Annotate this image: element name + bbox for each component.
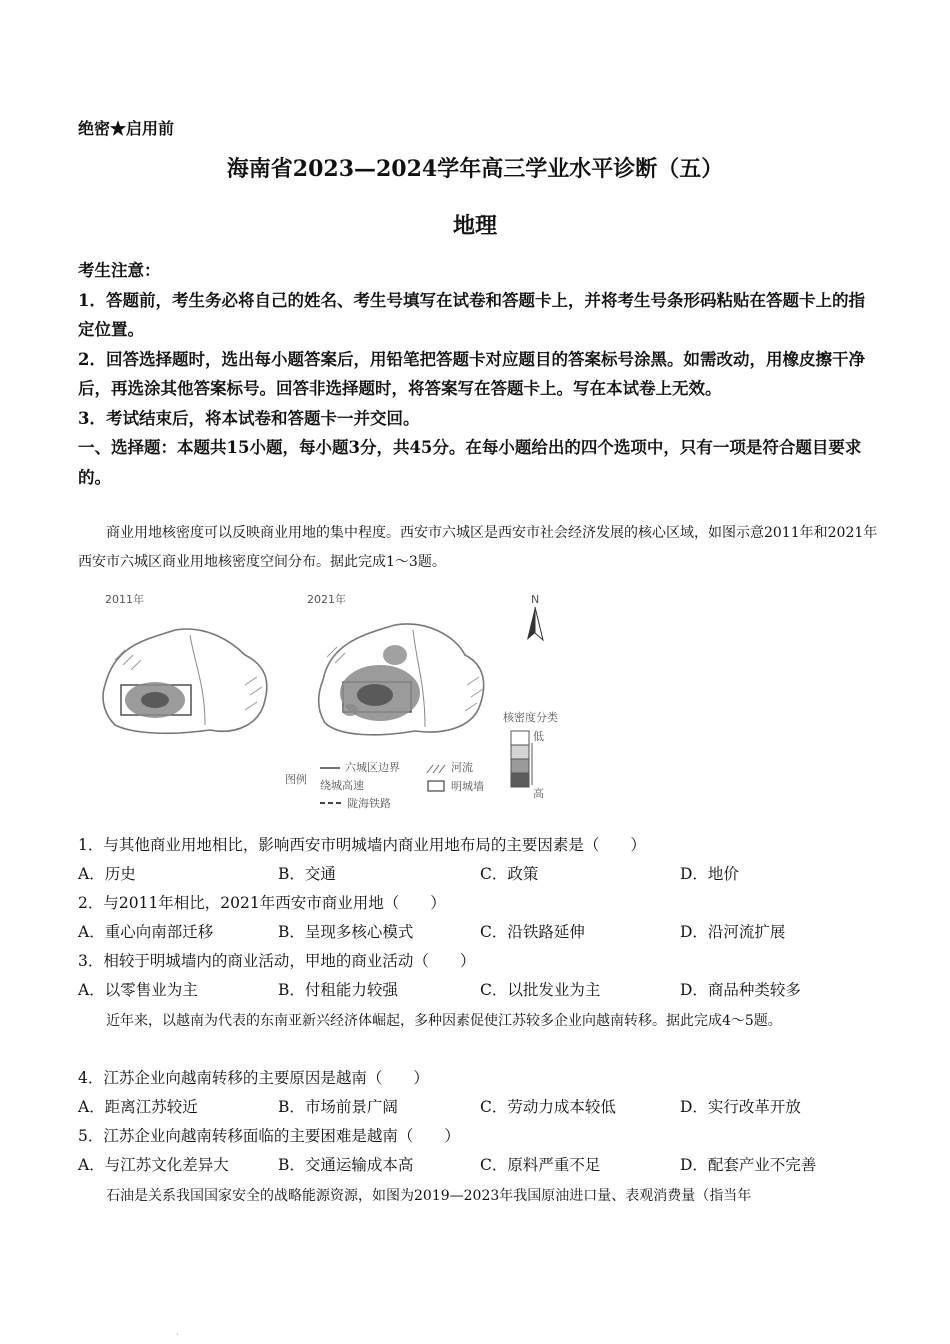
option-d: D．实行改革开放 [680, 1098, 801, 1116]
option-c: C．以批发业为主 [480, 981, 601, 999]
density-peak-2011 [141, 692, 169, 708]
option-a: A．与江苏文化差异大 [78, 1156, 229, 1174]
exam-title: 海南省2023—2024学年高三学业水平诊断（五） [226, 156, 724, 182]
density-swatch [511, 745, 529, 759]
legend-river-icon [427, 765, 445, 773]
page-footer-mark: · [176, 1330, 179, 1339]
district-line [190, 635, 205, 725]
option-b: B．市场前景广阔 [278, 1098, 398, 1116]
option-a: A．历史 [78, 865, 136, 883]
north-label: N [531, 593, 540, 606]
density-peak-2021 [357, 684, 393, 706]
option-c: C．劳动力成本较低 [480, 1098, 616, 1116]
density-map-figure [95, 585, 585, 810]
passage-3 [78, 1182, 878, 1211]
legend-item: 六城区边界 [345, 761, 400, 774]
option-b: B．交通 [278, 865, 336, 883]
year-2011-label: 2011年 [105, 593, 144, 606]
option-d: D．沿河流扩展 [680, 923, 786, 941]
district-line [413, 630, 425, 727]
year-2021-label: 2021年 [307, 593, 346, 606]
option-c: C．政策 [480, 865, 539, 883]
density-low-label: 低 [533, 730, 544, 743]
option-b: B．付租能力较强 [278, 981, 398, 999]
density-subcenter [383, 645, 407, 665]
candidate-notes [78, 256, 878, 492]
north-arrow-icon [535, 607, 543, 640]
density-subcenter [342, 704, 358, 716]
north-arrow-icon [527, 607, 535, 640]
option-a: A．重心向南部迁移 [78, 923, 214, 941]
legend-item: 绕城高速 [320, 779, 364, 792]
density-swatch [511, 773, 529, 787]
legend-title: 图例 [285, 773, 307, 786]
density-swatch [511, 759, 529, 773]
option-b: B．交通运输成本高 [278, 1156, 414, 1174]
legend-wall-icon [428, 781, 444, 791]
option-d: D．地价 [680, 865, 739, 883]
question-stem: 3．相较于明城墙内的商业活动，甲地的商业活动（ ） [78, 952, 476, 970]
note-item: 1．答题前，考生务必将自己的姓名、考生号填写在试卷和答题卡上，并将考生号条形码粘贴在答题卡上的指定位置。 [78, 290, 865, 339]
legend-item: 陇海铁路 [347, 797, 391, 810]
density-title: 核密度分类 [503, 711, 558, 724]
note-item: 2．回答选择题时，选出每小题答案后，用铅笔把答题卡对应题目的答案标号涂黑。如需改动，用橡皮擦干净后，再选涂其他答案标号。回答非选择题时，将答案写在答题卡上。写在本试卷上无效。 [78, 349, 865, 398]
option-a: A．距离江苏较近 [78, 1098, 198, 1116]
question-stem: 4．江苏企业向越南转移的主要原因是越南（ ） [78, 1069, 429, 1087]
passage-1-text: 商业用地核密度可以反映商业用地的集中程度。西安市六城区是西安市社会经济发展的核心区域，如图示意2011年和2021年西安市六城区商业用地核密度空间分布。据此完成1～3题。 [78, 525, 878, 570]
passage-1 [78, 519, 878, 577]
question-stem: 1．与其他商业用地相比，影响西安市明城墙内商业用地布局的主要因素是（ ） [78, 836, 646, 854]
option-d: D．配套产业不完善 [680, 1156, 817, 1174]
option-b: B．呈现多核心模式 [278, 923, 414, 941]
confidential-label: 绝密★启用前 [78, 119, 175, 138]
density-high-label: 高 [533, 787, 544, 800]
option-c: C．原料严重不足 [480, 1156, 601, 1174]
question-stem: 5．江苏企业向越南转移面临的主要困难是越南（ ） [78, 1127, 460, 1145]
notes-heading: 考生注意： [78, 261, 161, 280]
note-item: 3．考试结束后，将本试卷和答题卡一并交回。 [78, 408, 420, 428]
option-c: C．沿铁路延伸 [480, 923, 585, 941]
subject-title: 地理 [452, 213, 497, 239]
passage-3-text: 石油是关系我国国家安全的战略能源资源，如图为2019—2023年我国原油进口量、表观消费量（指当年 [106, 1188, 752, 1204]
section-heading: 一、选择题：本题共15小题，每小题3分，共45分。在每小题给出的四个选项中，只有一项是符合题目要求的。 [78, 438, 862, 487]
option-d: D．商品种类较多 [680, 981, 801, 999]
question-stem: 2．与2011年相比，2021年西安市商业用地（ ） [78, 894, 446, 912]
density-swatch [511, 731, 529, 745]
legend-item: 河流 [451, 761, 473, 774]
passage-2 [78, 1007, 878, 1036]
option-a: A．以零售业为主 [78, 981, 198, 999]
passage-2-text: 近年来，以越南为代表的东南亚新兴经济体崛起，多种因素促使江苏较多企业向越南转移。据此完成4～5题。 [106, 1013, 782, 1029]
city-boundary-2011 [103, 629, 267, 733]
legend-item: 明城墙 [451, 780, 484, 793]
